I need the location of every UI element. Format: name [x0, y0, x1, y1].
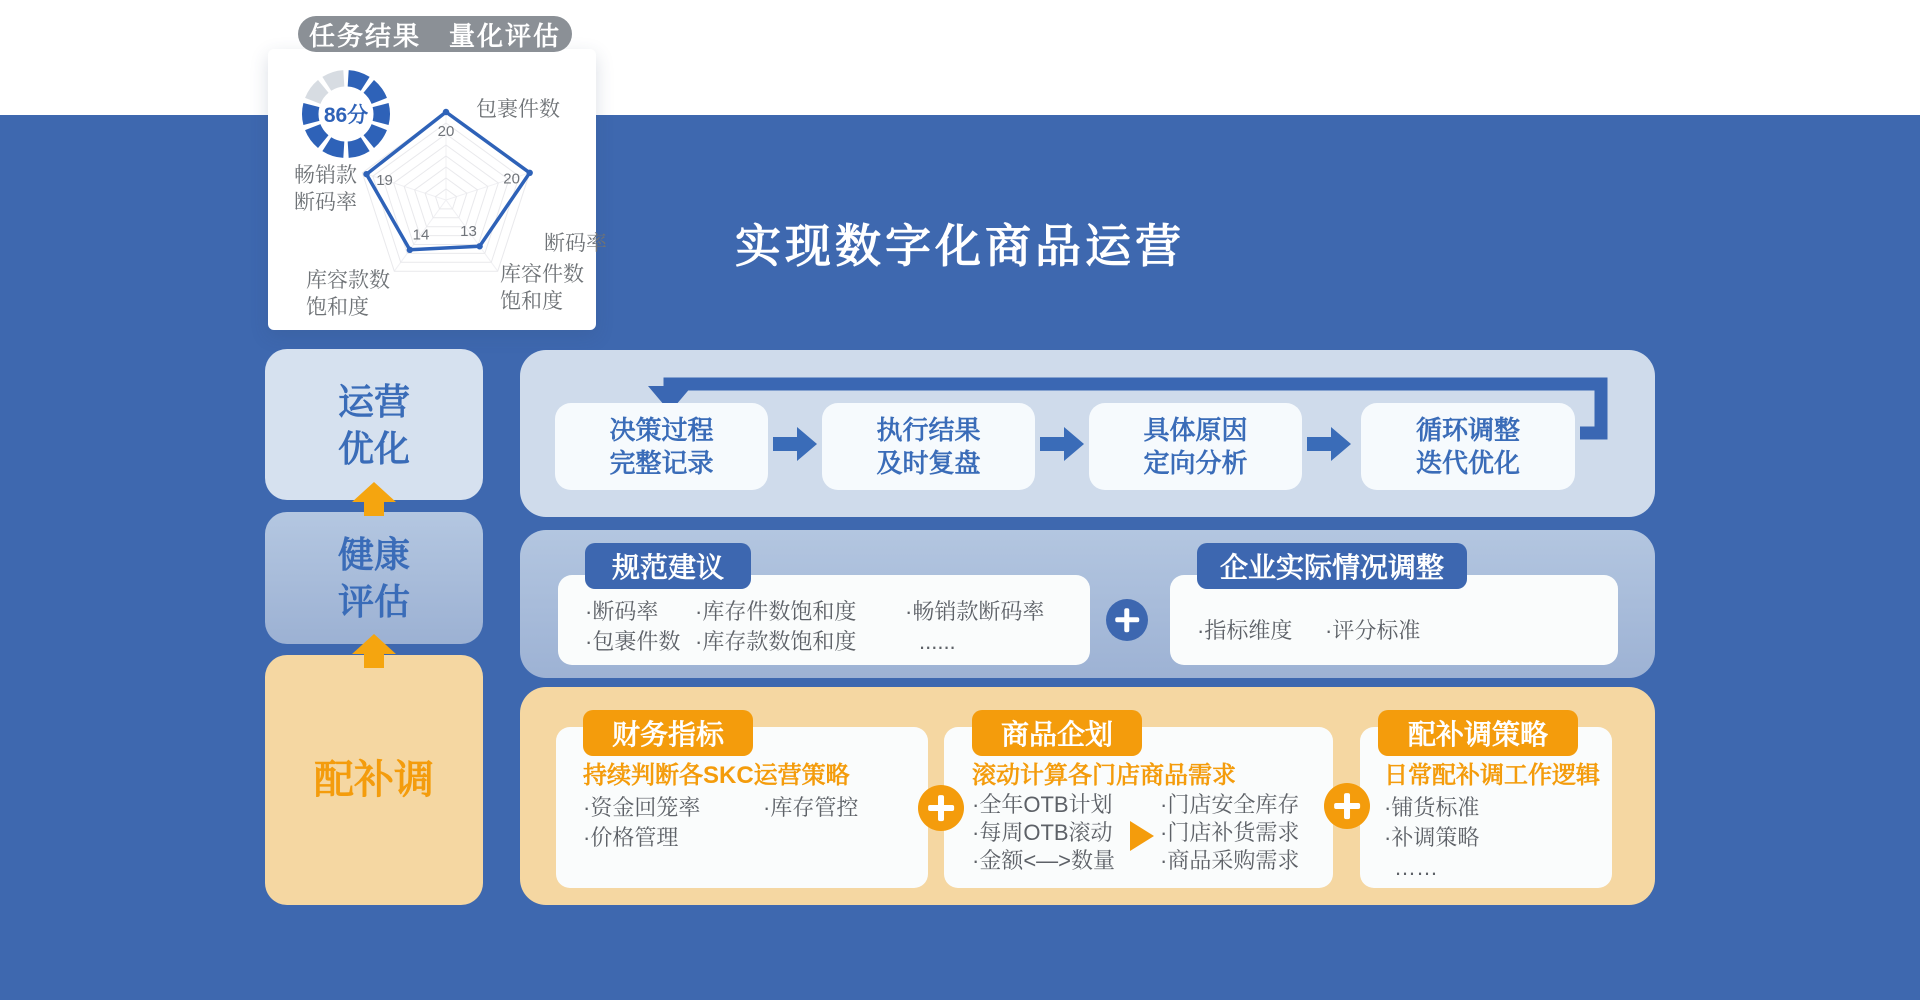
flow-box-cause-analysis — [1089, 403, 1302, 490]
stage-label-line: 配补调 — [314, 758, 434, 802]
flow-box-line: 决策过程 — [609, 414, 714, 445]
radar-label-bestseller-broken-rate: 畅销款断码率 — [294, 164, 357, 214]
flow-box-line: 具体原因 — [1143, 414, 1248, 445]
stage-label-line: 优化 — [337, 427, 410, 469]
health-item: ·库存件数饱和度 — [695, 599, 857, 624]
stage-label-line: 健康 — [337, 534, 410, 575]
flow-box-decision-record — [555, 403, 768, 490]
plus-icon — [1106, 599, 1148, 641]
evaluation-card — [268, 49, 607, 330]
supply-item: ·每周OTB滚动 — [972, 820, 1113, 845]
row-allocation-replenishment — [520, 687, 1655, 905]
supply-item: ·库存管控 — [763, 795, 859, 820]
flow-box-line: 完整记录 — [609, 447, 714, 478]
supply-item: ·门店补货需求 — [1160, 820, 1300, 845]
svg-text:20: 20 — [503, 170, 520, 188]
plus-icon — [918, 785, 964, 831]
row-health-evaluation — [520, 530, 1655, 678]
score-value: 86分 — [323, 104, 369, 127]
stage-label-line: 运营 — [337, 380, 410, 422]
radar-label-parcel-count: 包裹件数 — [476, 98, 560, 121]
stage-health-evaluation — [265, 512, 483, 644]
health-item: ·断码率 — [585, 599, 659, 624]
flow-arrow-icon — [1040, 427, 1084, 461]
stage-label-line: 评估 — [337, 581, 410, 622]
up-arrow-icon — [352, 482, 396, 516]
stage-allocation-replenishment — [265, 655, 483, 905]
health-item: ·指标维度 — [1197, 618, 1293, 643]
supply-item: ·价格管理 — [583, 825, 679, 850]
health-item: ·包裹件数 — [585, 629, 681, 654]
badge-standard-suggestion: 规范建议 — [585, 543, 751, 589]
supply-item: ·铺货标准 — [1384, 795, 1480, 820]
panel-title: 持续判断各SKC运营策略 — [583, 762, 850, 789]
svg-text:13: 13 — [460, 222, 477, 240]
radar-label-broken-size-rate: 断码率 — [544, 232, 607, 255]
svg-text:14: 14 — [412, 226, 430, 244]
supply-item: ·全年OTB计划 — [972, 792, 1113, 817]
radar-label-capacity-units-saturation: 库容件数饱和度 — [500, 263, 584, 313]
flow-box-iterative-optimization — [1361, 403, 1575, 490]
badge-merchandise-planning: 商品企划 — [972, 710, 1142, 756]
supply-item: ·门店安全库存 — [1160, 792, 1300, 817]
panel-title: 日常配补调工作逻辑 — [1384, 762, 1600, 789]
stage-operation-optimization — [265, 349, 483, 500]
health-item: ·库存款数饱和度 — [695, 629, 857, 654]
supply-item: ·金额<—>数量 — [972, 848, 1116, 873]
badge-enterprise-adjustment: 企业实际情况调整 — [1197, 543, 1467, 589]
badge-allocation-strategy: 配补调策略 — [1378, 710, 1578, 756]
flow-arrow-icon — [1307, 427, 1351, 461]
flow-box-line: 迭代优化 — [1415, 447, 1520, 478]
flow-box-line: 执行结果 — [876, 414, 981, 445]
badge-finance-indicator: 财务指标 — [583, 710, 753, 756]
health-item: ...... — [919, 629, 956, 654]
health-item: ·评分标准 — [1325, 618, 1421, 643]
panel-title: 滚动计算各门店商品需求 — [972, 762, 1236, 789]
row-operation-optimization — [520, 350, 1655, 517]
up-arrow-icon — [352, 634, 396, 668]
supply-item: ·商品采购需求 — [1160, 848, 1300, 873]
svg-text:20: 20 — [437, 123, 455, 140]
radar-label-capacity-styles-saturation: 库容款数饱和度 — [306, 269, 390, 319]
flow-arrow-icon — [773, 427, 817, 461]
flow-box-line: 循环调整 — [1415, 414, 1520, 445]
page-title: 实现数字化商品运营 — [735, 220, 1185, 272]
flow-box-line: 定向分析 — [1143, 447, 1248, 478]
right-triangle-icon — [1130, 821, 1154, 851]
supply-item: …… — [1394, 855, 1438, 880]
supply-item: ·补调策略 — [1384, 825, 1480, 850]
evaluation-badge: 任务结果 量化评估 — [298, 16, 572, 52]
supply-item: ·资金回笼率 — [583, 795, 701, 820]
plus-icon — [1324, 783, 1370, 829]
svg-text:19: 19 — [376, 172, 393, 190]
flow-box-execution-review — [822, 403, 1035, 490]
flow-box-line: 及时复盘 — [876, 447, 981, 478]
health-item: ·畅销款断码率 — [905, 599, 1045, 624]
